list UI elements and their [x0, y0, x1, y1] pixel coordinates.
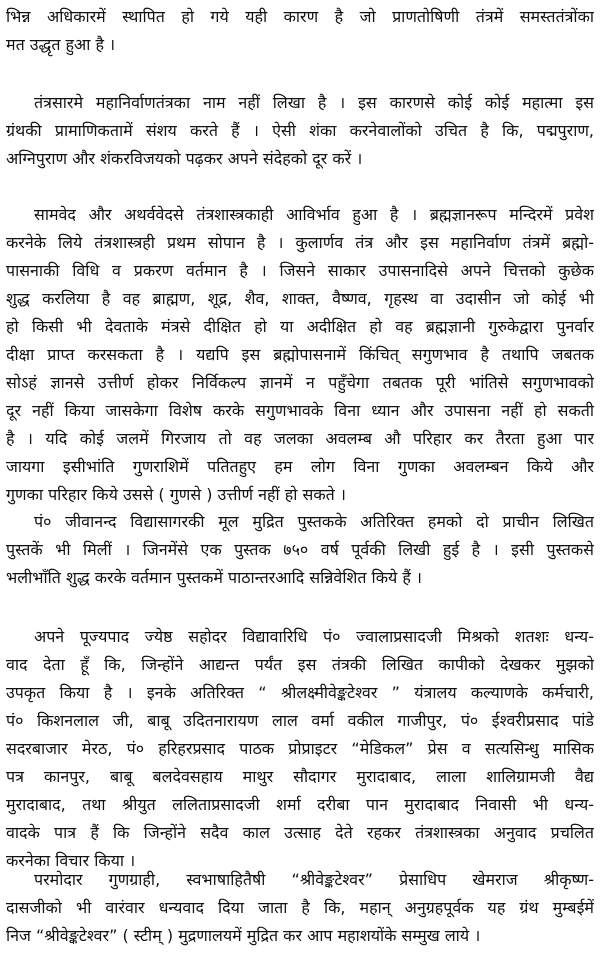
text-line: करनेके लिये तंत्रशास्त्रही प्रथम सोपान है । कुलार्णव तंत्र और इस महानिर्वाण तंत्रमें ब्रह्मो- [6, 233, 594, 252]
text-line: निज “श्रीवेङ्कटेश्वर” ( स्टीम् ) मुद्रणालयमें मुद्रित कर आप महाशयोंके सम्मुख लाये । [6, 926, 481, 945]
text-line: मुरादाबाद, तथा श्रीयुत ललिताप्रसादजी शर्मा दरीबा पान मुरादाबाद निवासी भी धन्य- [6, 795, 594, 814]
text-line: शुद्ध करलिया है वह ब्राह्मण, शूद्र, शैव, शाक्त, वैष्णव, गृहस्थ वा उदासीन जो कोई भी [6, 289, 594, 308]
text-line: दूर नहीं किया जासकेगा विशेष करके सगुणभावके विना ध्यान और उपासना नहीं हो सकती [6, 401, 594, 420]
text-line: पं० किशनलाल जी, बाबू उदितनारायण लाल वर्मा वकील गाजीपुर, पं० ईश्वरीप्रसाद पांडे [6, 711, 594, 730]
paragraph-acknowledgements [6, 623, 594, 875]
text-line: भलीभाँति शुद्ध करके वर्तमान पुस्तकमें पाठान्तरआदि सन्निवेशित किये हैं । [6, 568, 422, 587]
paragraph-tantrasara [6, 89, 594, 173]
text-line: भिन्न अधिकारमें स्थापित हो गये यही कारण है जो प्राणतोषिणी तंत्रमें समस्ततंत्रोंका [6, 7, 594, 26]
text-line: है । यदि कोई जलमें गिरजाय तो वह जलका अवलम्ब औ परिहार कर तैरता हुआ पार [6, 429, 594, 448]
paragraph-pranatoshini [6, 3, 594, 59]
paragraph-samaveda [6, 201, 594, 509]
paragraph-khemraj [6, 866, 594, 950]
text-line: सामवेद और अथर्ववेदसे तंत्रशास्त्रकाही आविर्भाव हुआ है । ब्रह्मज्ञानरूप मन्दिरमें प्रवेश [34, 205, 594, 224]
text-line: सदरबाजार मेरठ, पं० हरिहरप्रसाद पाठक प्रोप्राइटर “मेडिकल” प्रेस व सत्यसिन्धु मासिक [6, 739, 594, 758]
text-line: दीक्षा प्राप्त करसकता है । यद्यपि इस ब्रह्मोपासनामें किंचित् सगुणभाव है तथापि जबतक [6, 345, 594, 364]
text-line: अपने पूज्यपाद ज्येष्ठ सहोदर विद्यावारिधि पं० ज्वालाप्रसादजी मिश्रको शतशः धन्य- [34, 627, 594, 646]
text-line: ग्रंथकी प्रामाणिकतामें संशय करते हैं । ऐसी शंका करनेवालोंको उचित है कि, पद्मपुराण, [6, 121, 594, 140]
text-line: पं० जीवानन्द विद्यासागरकी मूल मुद्रित पुस्तकके अतिरिक्त हमको दो प्राचीन लिखित [34, 512, 594, 531]
text-line: अग्निपुराण और शंकरविजयको पढ़कर अपने संदेहको दूर करें । [6, 149, 363, 168]
text-line: उपकृत किया है । इनके अतिरिक्त “ श्रीलक्ष्मीवेङ्कटेश्वर ” यंत्रालय कल्याणके कर्मचारी, [6, 683, 594, 702]
text-line: वादके पात्र हैं कि जिन्होंने सदैव काल उत्साह देते रहकर तंत्रशास्त्रका अनुवाद प्रचलित [6, 823, 594, 842]
text-line: पासनाकी विधि व प्रकरण वर्तमान है । जिसने साकार उपासनादिसे अपने चित्तको कुछेक [6, 261, 594, 280]
text-line: पत्र कानपुर, बाबू बलदेवसहाय माथुर सौदागर मुरादाबाद, लाला शालिग्रामजी वैद्य [6, 767, 594, 786]
text-line: तंत्रसारमे महानिर्वाणतंत्रका नाम नहीं लिखा है । इस कारणसे कोई कोई महात्मा इस [34, 93, 594, 112]
text-line: करनेका विचार किया । [6, 851, 136, 870]
text-line: गुणका परिहार किये उससे ( गुणसे ) उत्तीर्ण नहीं हो सकते । [6, 485, 346, 504]
text-line: परमोदार गुणग्राही, स्वभाषाहितैषी “श्रीवेङ्कटेश्वर” प्रेसाधिप खेमराज श्रीकृष्ण- [34, 870, 594, 889]
text-line: मत उद्धृत हुआ है । [6, 35, 116, 54]
text-line: सोऽहं ज्ञानसे उत्तीर्ण होकर निर्विकल्प ज्ञानमें न पहुँचेगा तबतक पूरी भांतिसे सगुणभावको [6, 373, 594, 392]
text-line: जायगा इसीभांति गुणराशिमें पतितहुए हम लोग विना गुणका अवलम्बन किये और [6, 457, 594, 476]
text-line: हो किसी भी देवताके मंत्रसे दीक्षित हो या अदीक्षित हो वह ब्रह्मज्ञानी गुरुकेद्वारा पुनर्वार [6, 317, 594, 336]
text-line: वाद देता हूँ कि, जिन्होंने आद्यन्त पर्यंत इस तंत्रकी लिखित कापीको देखकर मुझको [6, 655, 594, 674]
text-line: पुस्तकें भी मिलीं । जिनमेंसे एक पुस्तक ७५० वर्ष पूर्वकी लिखी हुई है । इसी पुस्तकसे [6, 540, 594, 559]
paragraph-jivananda [6, 508, 594, 592]
text-line: दासजीको भी वारंवार धन्यवाद दिया जाता है कि, महान् अनुग्रहपूर्वक यह ग्रंथ मुम्बईमें [6, 898, 594, 917]
